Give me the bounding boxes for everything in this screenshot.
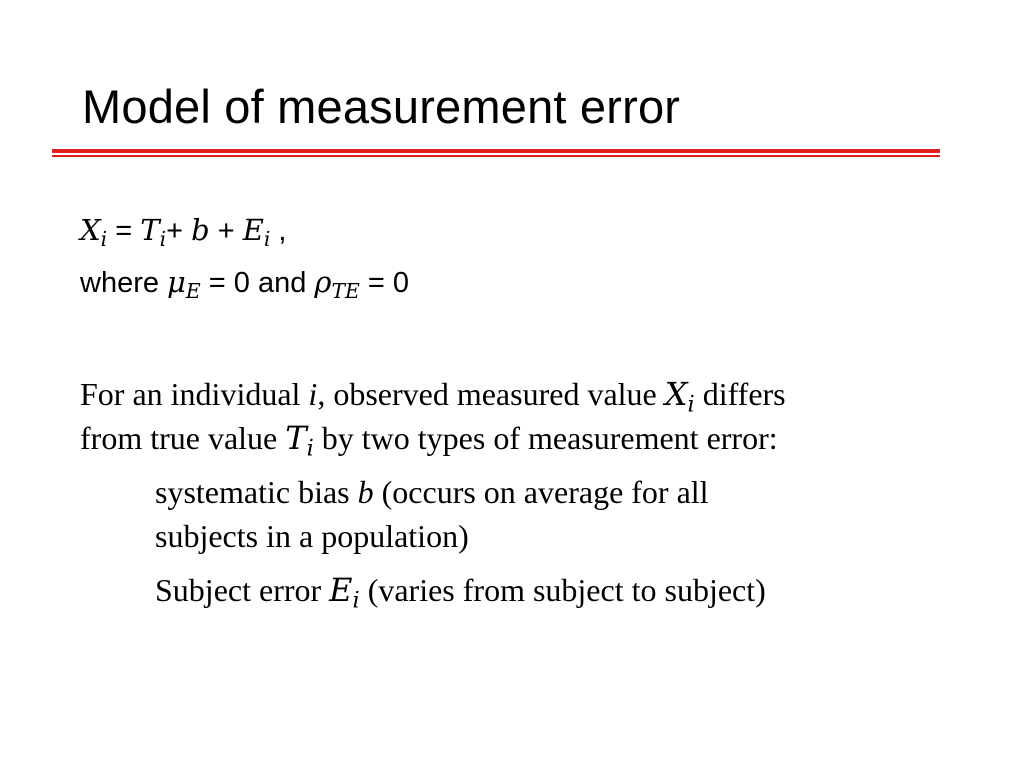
var-x: $X_i$ xyxy=(80,213,108,252)
equation-comma: , xyxy=(270,215,287,247)
assumptions-line xyxy=(80,265,409,304)
var-e: $E_i$ xyxy=(329,571,360,614)
var-mu-e: $\mu_E$ xyxy=(167,265,201,304)
var-t: $T_i$ xyxy=(140,213,167,252)
title-divider-thin xyxy=(52,155,940,157)
body-line-1: For an individual i, observed measured value $X_i$ differs xyxy=(80,375,786,418)
bullet-systematic-bias-line-1: systematic bias b (occurs on average for all xyxy=(155,474,709,510)
var-x: $X_i$ xyxy=(664,375,695,418)
plus-sign: + xyxy=(166,215,192,247)
bullet-subject-error: Subject error $E_i$ (varies from subject to subject) xyxy=(155,571,766,614)
model-equation xyxy=(80,213,287,252)
where-text: where xyxy=(80,267,168,299)
var-t: $T_i$ xyxy=(285,419,314,462)
title-divider-thick xyxy=(52,149,940,153)
var-b: b xyxy=(357,474,374,510)
bullet-systematic-bias-line-2: subjects in a population) xyxy=(155,518,469,554)
plus-sign-2: + xyxy=(209,215,243,247)
assumption-text-1: = 0 and xyxy=(200,267,315,299)
body-line-2: from true value $T_i$ by two types of measurement error: xyxy=(80,419,778,462)
var-i: i xyxy=(308,376,318,412)
assumption-text-2: = 0 xyxy=(359,267,409,299)
var-rho-te: $\rho_{TE}$ xyxy=(314,265,360,304)
slide-title: Model of measurement error xyxy=(82,80,681,133)
var-e: $E_i$ xyxy=(242,213,271,252)
equals-sign: = xyxy=(107,215,141,247)
var-b: b xyxy=(191,213,210,247)
